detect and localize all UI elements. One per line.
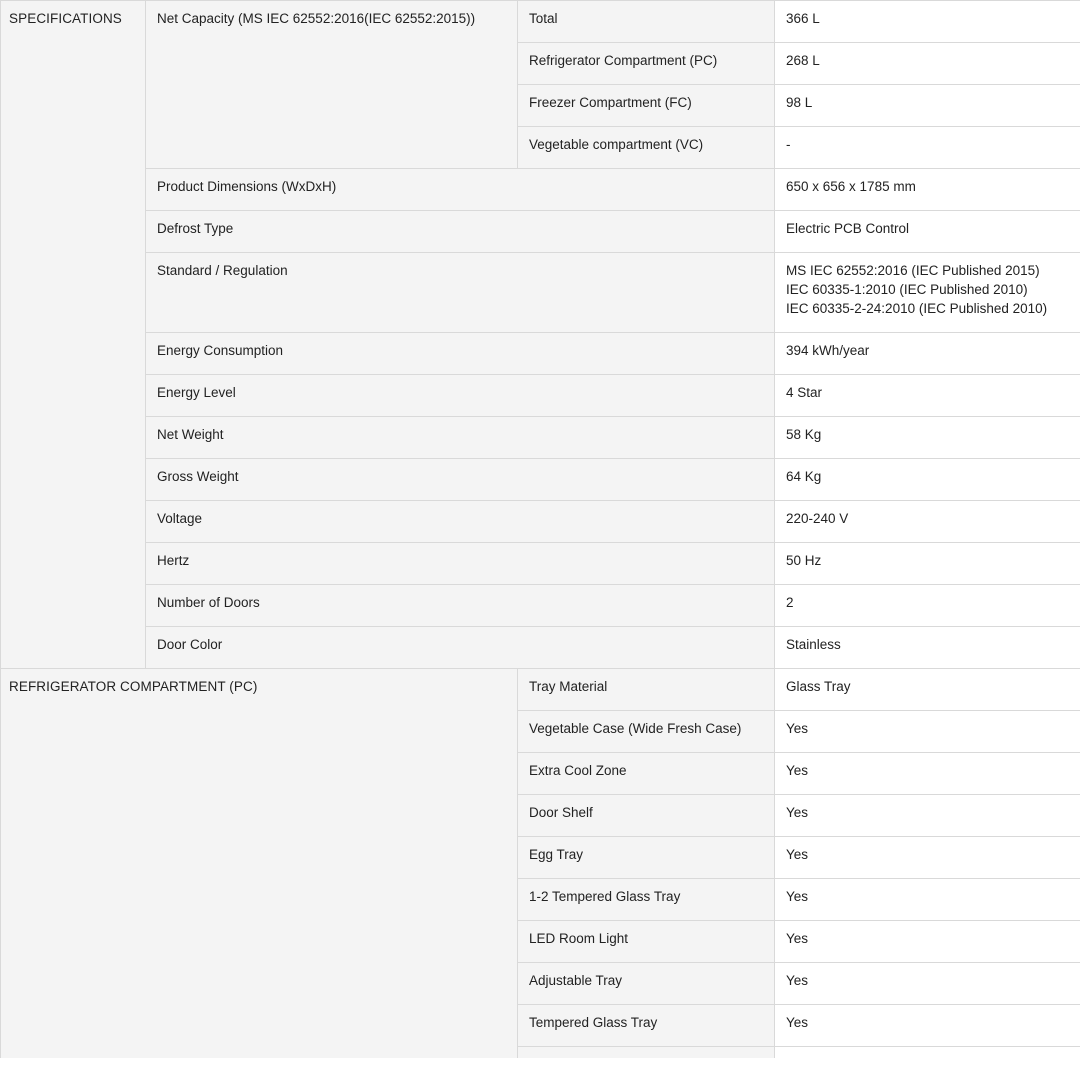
table-row: [1, 375, 1080, 417]
section-title-refrigerator-compartment: REFRIGERATOR COMPARTMENT (PC): [1, 669, 518, 1059]
spec-label: Extra Cool Zone: [518, 753, 775, 795]
spec-value: 4 Star: [775, 375, 1080, 417]
spec-value: Electric PCB Control: [775, 211, 1080, 253]
spec-value: Yes: [775, 963, 1080, 1005]
spec-label: Gross Weight: [146, 459, 775, 501]
spec-value-line: MS IEC 62552:2016 (IEC Published 2015): [786, 263, 1040, 278]
spec-label: LED Room Light: [518, 921, 775, 963]
spec-value: Yes: [775, 921, 1080, 963]
spec-value: 366 L: [775, 1, 1080, 43]
spec-label: Tray Material: [518, 669, 775, 711]
spec-label: Standard / Regulation: [146, 253, 775, 333]
table-row: [1, 417, 1080, 459]
table-row: [1, 543, 1080, 585]
spec-value: 394 kWh/year: [775, 333, 1080, 375]
spec-label: Door Color: [146, 627, 775, 669]
spec-value: Yes: [775, 795, 1080, 837]
spec-value: 64 Kg: [775, 459, 1080, 501]
spec-value: Yes: [775, 837, 1080, 879]
spec-label: Energy Consumption: [146, 333, 775, 375]
spec-value: -: [775, 127, 1080, 169]
table-row: [1, 669, 1080, 711]
spec-label: Hertz: [146, 543, 775, 585]
spec-label: Freezer Compartment (FC): [518, 85, 775, 127]
table-row: [1, 627, 1080, 669]
table-row: [1, 501, 1080, 543]
spec-value: Yes: [775, 753, 1080, 795]
spec-value-empty: [775, 1047, 1080, 1059]
spec-label: Defrost Type: [146, 211, 775, 253]
spec-label: Door Shelf: [518, 795, 775, 837]
spec-label: Tempered Glass Tray: [518, 1005, 775, 1047]
spec-value: Yes: [775, 1005, 1080, 1047]
spec-label: Refrigerator Compartment (PC): [518, 43, 775, 85]
spec-value: 220-240 V: [775, 501, 1080, 543]
spec-value: 268 L: [775, 43, 1080, 85]
spec-label: Voltage: [146, 501, 775, 543]
spec-label: Vegetable compartment (VC): [518, 127, 775, 169]
spec-label: Energy Level: [146, 375, 775, 417]
spec-label: Total: [518, 1, 775, 43]
spec-value: 98 L: [775, 85, 1080, 127]
spec-value-multiline: [775, 253, 1080, 333]
spec-value: Yes: [775, 879, 1080, 921]
spec-label: Adjustable Tray: [518, 963, 775, 1005]
section-title-specifications: SPECIFICATIONS: [1, 1, 146, 669]
table-row: [1, 585, 1080, 627]
spec-value: Glass Tray: [775, 669, 1080, 711]
spec-label: Vegetable Case (Wide Fresh Case): [518, 711, 775, 753]
spec-value: Yes: [775, 711, 1080, 753]
table-row: [1, 169, 1080, 211]
spec-label: Net Weight: [146, 417, 775, 459]
net-capacity-label: Net Capacity (MS IEC 62552:2016(IEC 62552:2015)): [146, 1, 518, 169]
table-row: [1, 333, 1080, 375]
spec-value: Stainless: [775, 627, 1080, 669]
table-row: [1, 1, 1080, 43]
spec-label: Number of Doors: [146, 585, 775, 627]
spec-value: 2: [775, 585, 1080, 627]
spec-label: Egg Tray: [518, 837, 775, 879]
spec-label-empty: [518, 1047, 775, 1059]
spec-value: 58 Kg: [775, 417, 1080, 459]
table-row: [1, 459, 1080, 501]
spec-value: 50 Hz: [775, 543, 1080, 585]
spec-label: Product Dimensions (WxDxH): [146, 169, 775, 211]
spec-value-line: IEC 60335-2-24:2010 (IEC Published 2010): [786, 301, 1048, 316]
spec-value-line: IEC 60335-1:2010 (IEC Published 2010): [786, 282, 1028, 297]
table-row: [1, 211, 1080, 253]
spec-label: 1-2 Tempered Glass Tray: [518, 879, 775, 921]
table-row: [1, 253, 1080, 333]
spec-value: 650 x 656 x 1785 mm: [775, 169, 1080, 211]
